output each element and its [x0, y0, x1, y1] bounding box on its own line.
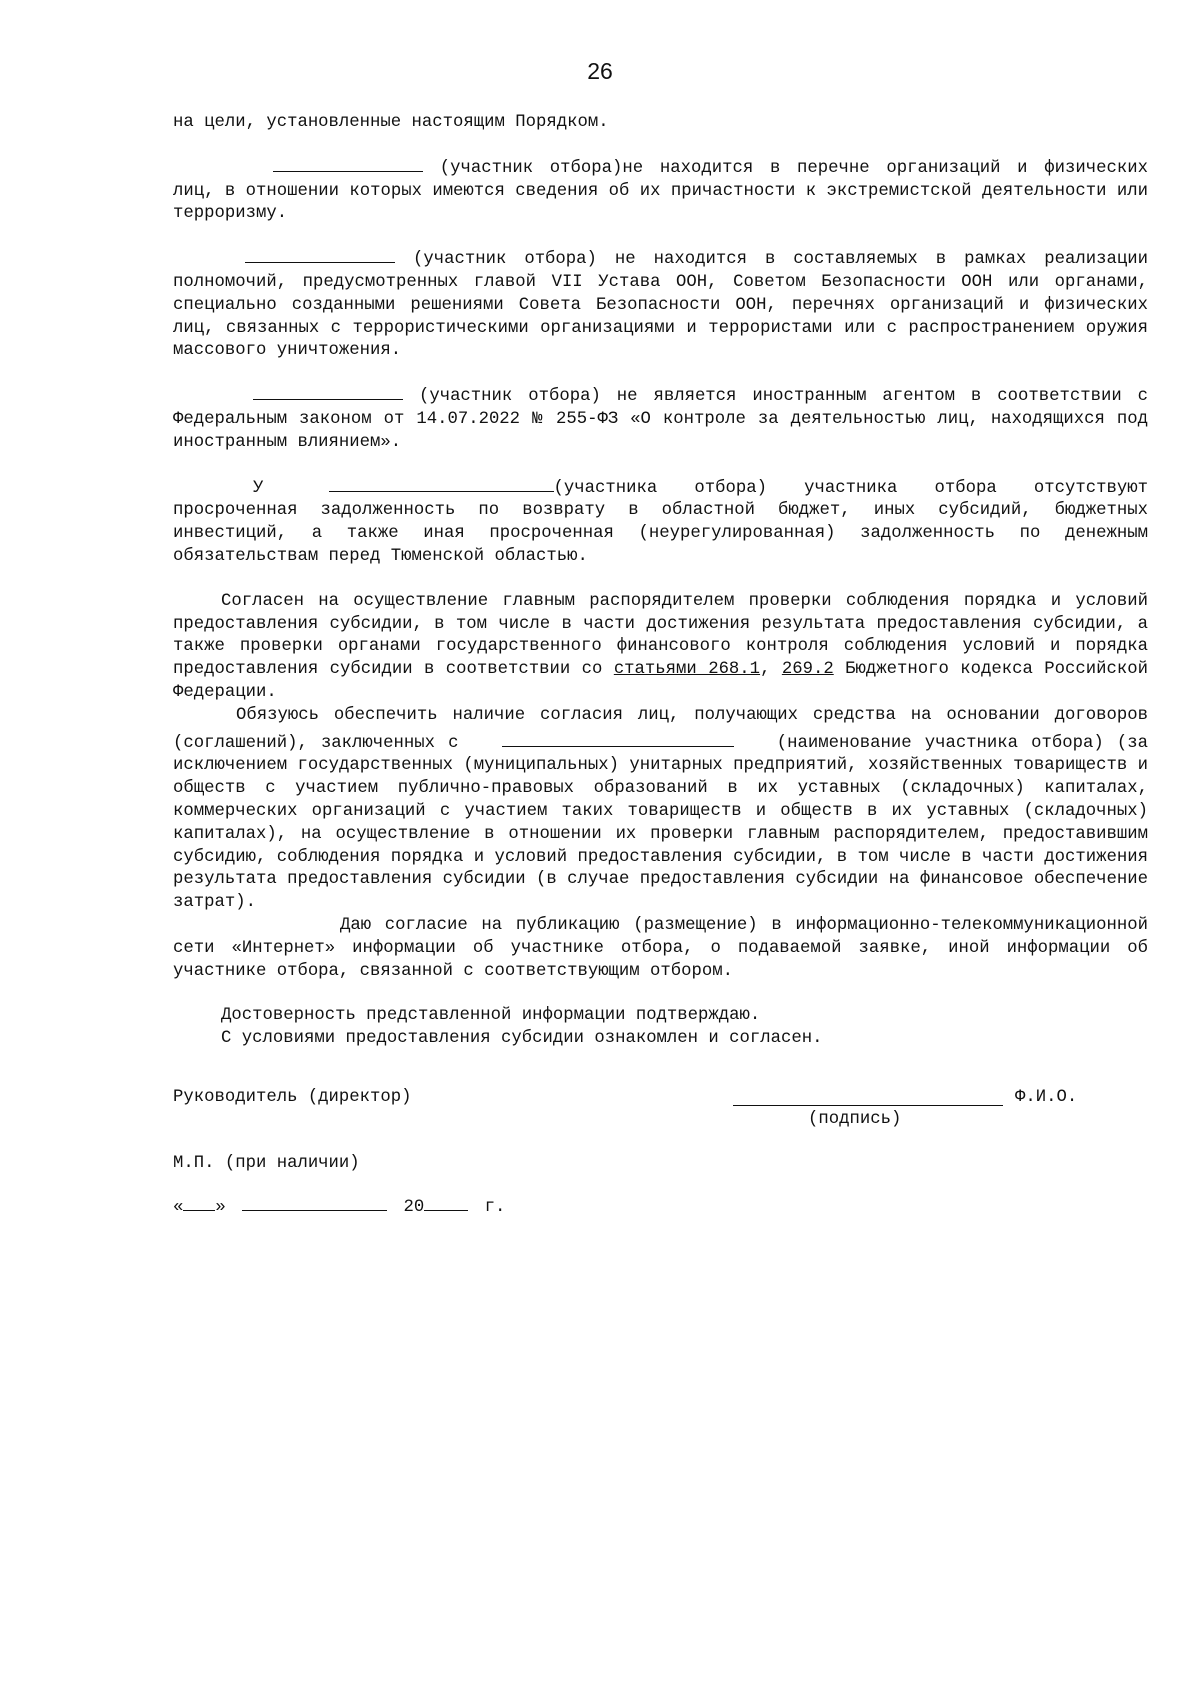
paragraph-obligation	[173, 705, 1148, 915]
date-close-quote: »	[215, 1197, 226, 1217]
day-blank[interactable]	[183, 1192, 215, 1211]
budget-code-link-268-1[interactable]: статьями 268.1	[613, 660, 761, 680]
signature-block	[173, 1087, 1148, 1147]
paragraph-extremism	[173, 153, 1148, 226]
paragraph-acknowledgement	[173, 1028, 1148, 1051]
participant-name-blank[interactable]	[502, 728, 734, 747]
publication-consent-text: Даю согласие на публикацию (размещение) в информационно-телекоммуникационной сети «Интернет» информации об участнике отбора, о подаваемой заявке, иной информации об участнике отбора, связанной с соответствующим отбором.	[173, 915, 1148, 981]
participant-blank-2[interactable]	[245, 244, 395, 263]
date-line	[173, 1192, 1148, 1220]
budget-code-text: Бюджетного кодекса Российской Федерации.	[173, 660, 1148, 702]
month-blank[interactable]	[242, 1192, 387, 1211]
obligation-text: Обязуюсь обеспечить наличие согласия лиц, получающих средства на основании договоров (соглашений), заключенных с	[173, 705, 1148, 753]
participant-blank-4[interactable]	[329, 473, 554, 492]
participant-blank-1[interactable]	[273, 153, 423, 172]
paragraph-confirmation	[173, 1005, 1148, 1028]
obligation-detail-text: (наименование участника отбора) (за исключением государственных (муниципальных) унитарных предприятий, хозяйственных товариществ и обществ с участием публично-правовых образований в их уставных (складочных) капиталах, коммерческих организаций с участием таких товариществ и обществ в их уставных (складочных) капиталах), на осуществление в отношении их проверки главным распорядителем, предоставившим субсидию, соблюдения порядка и условий предоставления субсидии, в том числе в части достижения результата предоставления субсидии (в случае предоставления субсидии на финансовое обеспечение затрат).	[173, 733, 1148, 913]
paragraph-control-consent	[173, 591, 1148, 705]
year-suffix: г.	[484, 1197, 506, 1217]
year-prefix: 20	[403, 1197, 425, 1217]
acknowledgement-text: С условиями предоставления субсидии ознакомлен и согласен.	[221, 1029, 823, 1049]
purpose-text: на цели, установленные настоящим Порядком.	[173, 113, 609, 132]
director-label: Руководитель (директор)	[173, 1087, 412, 1107]
page-number: 26	[587, 58, 613, 84]
participant-label-1: (участник отбора)	[439, 158, 623, 178]
paragraph-foreign-agent	[173, 381, 1148, 454]
fio-label: Ф.И.О.	[1015, 1087, 1078, 1107]
link-separator: ,	[760, 660, 771, 680]
year-blank[interactable]	[424, 1192, 468, 1211]
document-body	[173, 112, 1148, 1219]
participant-blank-3[interactable]	[253, 381, 403, 400]
un-sanctions-text: (участник отбора) не находится в составляемых в рамках реализации полномочий, предусмотренных главой VII Устава ООН, Советом Безопасности ООН или органами, специально созданными решениями Совета Безопасности ООН, перечнях организаций и физических лиц, связанных с террористическими организациями и террористами или с распространением оружия массового уничтожения.	[173, 250, 1148, 361]
control-consent-text: Согласен на осуществление главным распорядителем проверки соблюдения порядка и условий предоставления субсидии, в том числе в части достижения результата предоставления субсидии, а также проверки органами государственного финансового контроля соблюдения условий и порядка предоставления субсидии в соответствии со	[173, 591, 1148, 680]
confirmation-text: Достоверность представленной информации подтверждаю.	[221, 1006, 761, 1026]
paragraph-debt	[173, 473, 1148, 569]
signature-caption: (подпись)	[808, 1109, 902, 1129]
debt-text: (участника отбора) участника отбора отсутствуют просроченная задолженность по возврату в областной бюджет, иных субсидий, бюджетных инвестиций, а также иная просроченная (неурегулированная) задолженность по денежным обязательствам перед Тюменской областью.	[173, 478, 1148, 566]
paragraph-publication-consent	[173, 915, 1148, 983]
paragraph-un-sanctions	[173, 244, 1148, 363]
foreign-agent-text: (участник отбора) не является иностранным агентом в соответствии с Федеральным законом от 14.07.2022 № 255-ФЗ «О контроле за деятельностью лиц, находящихся под иностранным влиянием».	[173, 387, 1148, 452]
debt-prefix: У	[253, 478, 264, 498]
paragraph-purpose	[173, 112, 1148, 135]
extremism-text: не находится в перечне организаций и физических лиц, в отношении которых имеются сведения об их причастности к экстремистской деятельности или терроризму.	[173, 158, 1148, 224]
stamp-label: М.П. (при наличии)	[173, 1153, 360, 1173]
budget-code-link-269-2[interactable]: 269.2	[781, 660, 834, 680]
date-open-quote: «	[173, 1197, 184, 1217]
signature-line[interactable]	[733, 1105, 1003, 1106]
